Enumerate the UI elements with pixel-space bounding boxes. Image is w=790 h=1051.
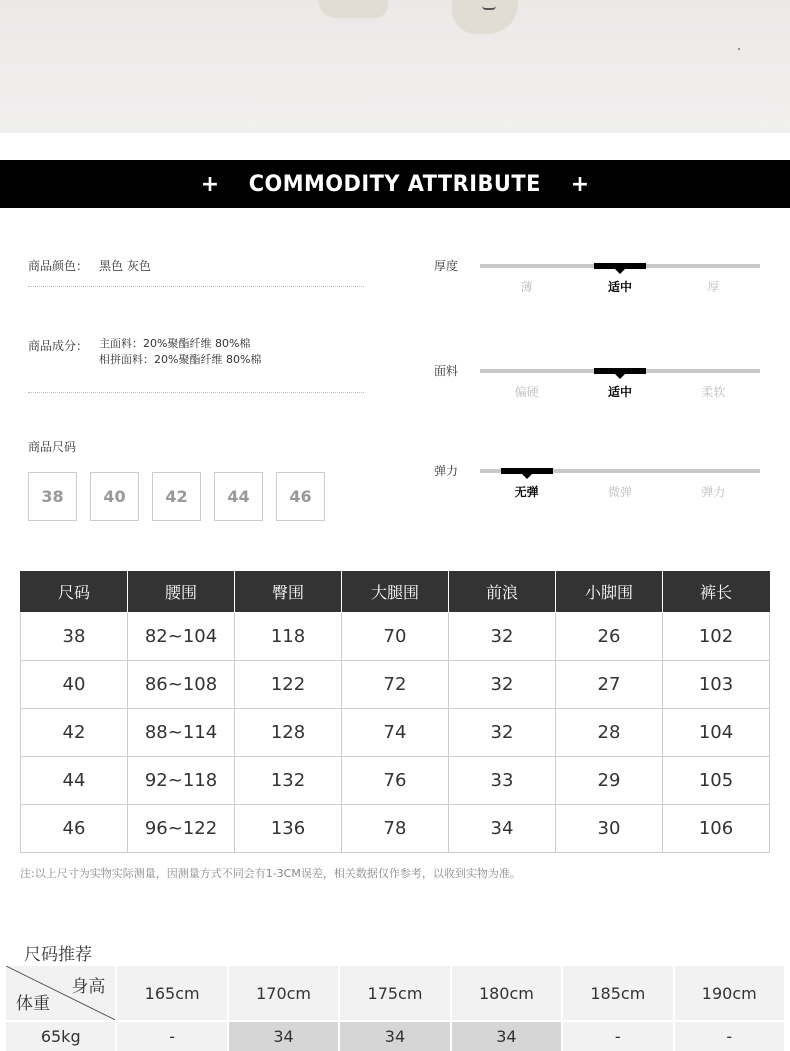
table-cell: 40 [21, 660, 128, 708]
table-cell: 102 [663, 612, 770, 660]
divider [28, 286, 364, 287]
section-banner [0, 160, 790, 208]
size-recommend-table [4, 964, 786, 1051]
column-header: 前浪 [449, 571, 556, 612]
fabric-option: 适中 [607, 385, 632, 399]
table-cell: 104 [663, 708, 770, 756]
height-label: 身高 [71, 977, 106, 997]
recommend-cell: 34 [339, 1021, 450, 1051]
recommend-cell: - [116, 1021, 227, 1051]
recommend-cell: - [562, 1021, 673, 1051]
table-cell: 33 [449, 756, 556, 804]
table-cell: 128 [235, 708, 342, 756]
table-cell: 103 [663, 660, 770, 708]
fabric-option: 偏硬 [514, 385, 539, 399]
banner-title: COMMODITY ATTRIBUTE [248, 171, 542, 197]
table-row [21, 612, 770, 660]
table-cell: 88~114 [128, 708, 235, 756]
table-row [21, 660, 770, 708]
recommend-row [5, 1021, 785, 1051]
divider [28, 392, 364, 393]
column-header: 裤长 [663, 571, 770, 612]
height-header: 170cm [228, 965, 339, 1021]
recommend-title: 尺码推荐 [24, 945, 92, 965]
recommend-cell: 34 [451, 1021, 562, 1051]
recommend-cell: 34 [228, 1021, 339, 1051]
table-row [21, 804, 770, 852]
table-cell: 70 [342, 612, 449, 660]
thickness-option: 适中 [607, 280, 632, 294]
column-header: 小脚围 [556, 571, 663, 612]
color-label: 商品颜色： [28, 259, 89, 273]
table-cell: 38 [21, 612, 128, 660]
table-cell: 105 [663, 756, 770, 804]
thickness-option: 薄 [520, 280, 533, 294]
table-cell: 26 [556, 612, 663, 660]
column-header: 尺码 [21, 571, 128, 612]
table-cell: 106 [663, 804, 770, 852]
composition-line: 主面料：20%聚酯纤维 80%棉 [99, 337, 251, 350]
table-cell: 42 [21, 708, 128, 756]
table-cell: 27 [556, 660, 663, 708]
plus-icon: + [570, 171, 590, 197]
table-cell: 92~118 [128, 756, 235, 804]
fabric-option: 柔软 [701, 385, 726, 399]
measurement-note: 注:以上尺寸为实物实际测量，因测量方式不同会有1-3CM误差，相关数据仅作参考，以收到实物为准。 [20, 867, 521, 880]
size-option-40[interactable]: 40 [90, 472, 139, 521]
height-header: 180cm [451, 965, 562, 1021]
thickness-marker [594, 263, 646, 269]
column-header: 腰围 [128, 571, 235, 612]
plus-icon: + [200, 171, 220, 197]
table-cell: 118 [235, 612, 342, 660]
weight-cell: 65kg [5, 1021, 116, 1051]
floor-speck [738, 48, 740, 50]
table-row [21, 708, 770, 756]
size-chart-table [20, 571, 770, 853]
height-header: 165cm [116, 965, 227, 1021]
color-value: 黑色 灰色 [99, 259, 151, 273]
elasticity-option: 弹力 [701, 485, 726, 499]
height-header: 190cm [674, 965, 785, 1021]
elasticity-option: 微弹 [607, 485, 632, 499]
table-cell: 30 [556, 804, 663, 852]
column-header: 大腿围 [342, 571, 449, 612]
table-cell: 82~104 [128, 612, 235, 660]
height-header: 175cm [339, 965, 450, 1021]
size-option-44[interactable]: 44 [214, 472, 263, 521]
height-header: 185cm [562, 965, 673, 1021]
table-cell: 72 [342, 660, 449, 708]
left-sneaker [318, 0, 388, 18]
table-cell: 86~108 [128, 660, 235, 708]
table-cell: 96~122 [128, 804, 235, 852]
thickness-label: 厚度 [434, 259, 459, 273]
table-cell: 32 [449, 660, 556, 708]
composition-line: 相拼面料：20%聚酯纤维 80%棉 [99, 353, 262, 366]
elasticity-label: 弹力 [434, 464, 459, 478]
table-row [21, 756, 770, 804]
weight-label: 体重 [16, 994, 50, 1014]
elasticity-marker [501, 468, 553, 474]
table-cell: 78 [342, 804, 449, 852]
table-cell: 132 [235, 756, 342, 804]
size-option-46[interactable]: 46 [276, 472, 325, 521]
composition-label: 商品成分： [28, 339, 89, 353]
swoosh-logo-icon [482, 6, 496, 10]
size-option-38[interactable]: 38 [28, 472, 77, 521]
table-cell: 28 [556, 708, 663, 756]
table-cell: 29 [556, 756, 663, 804]
column-header: 臀围 [235, 571, 342, 612]
table-cell: 76 [342, 756, 449, 804]
product-photo [0, 0, 790, 133]
size-label: 商品尺码 [28, 440, 77, 454]
recommend-cell: - [674, 1021, 785, 1051]
table-cell: 136 [235, 804, 342, 852]
table-cell: 46 [21, 804, 128, 852]
recommend-header-row [5, 965, 785, 1021]
fabric-label: 面料 [434, 364, 459, 378]
table-cell: 44 [21, 756, 128, 804]
table-header-row [21, 571, 770, 612]
composition-value [99, 336, 261, 368]
fabric-marker [594, 368, 646, 374]
thickness-option: 厚 [707, 280, 720, 294]
elasticity-option: 无弹 [514, 485, 539, 499]
table-cell: 32 [449, 708, 556, 756]
table-cell: 74 [342, 708, 449, 756]
table-cell: 32 [449, 612, 556, 660]
size-option-42[interactable]: 42 [152, 472, 201, 521]
corner-cell [5, 965, 116, 1021]
table-cell: 122 [235, 660, 342, 708]
table-cell: 34 [449, 804, 556, 852]
